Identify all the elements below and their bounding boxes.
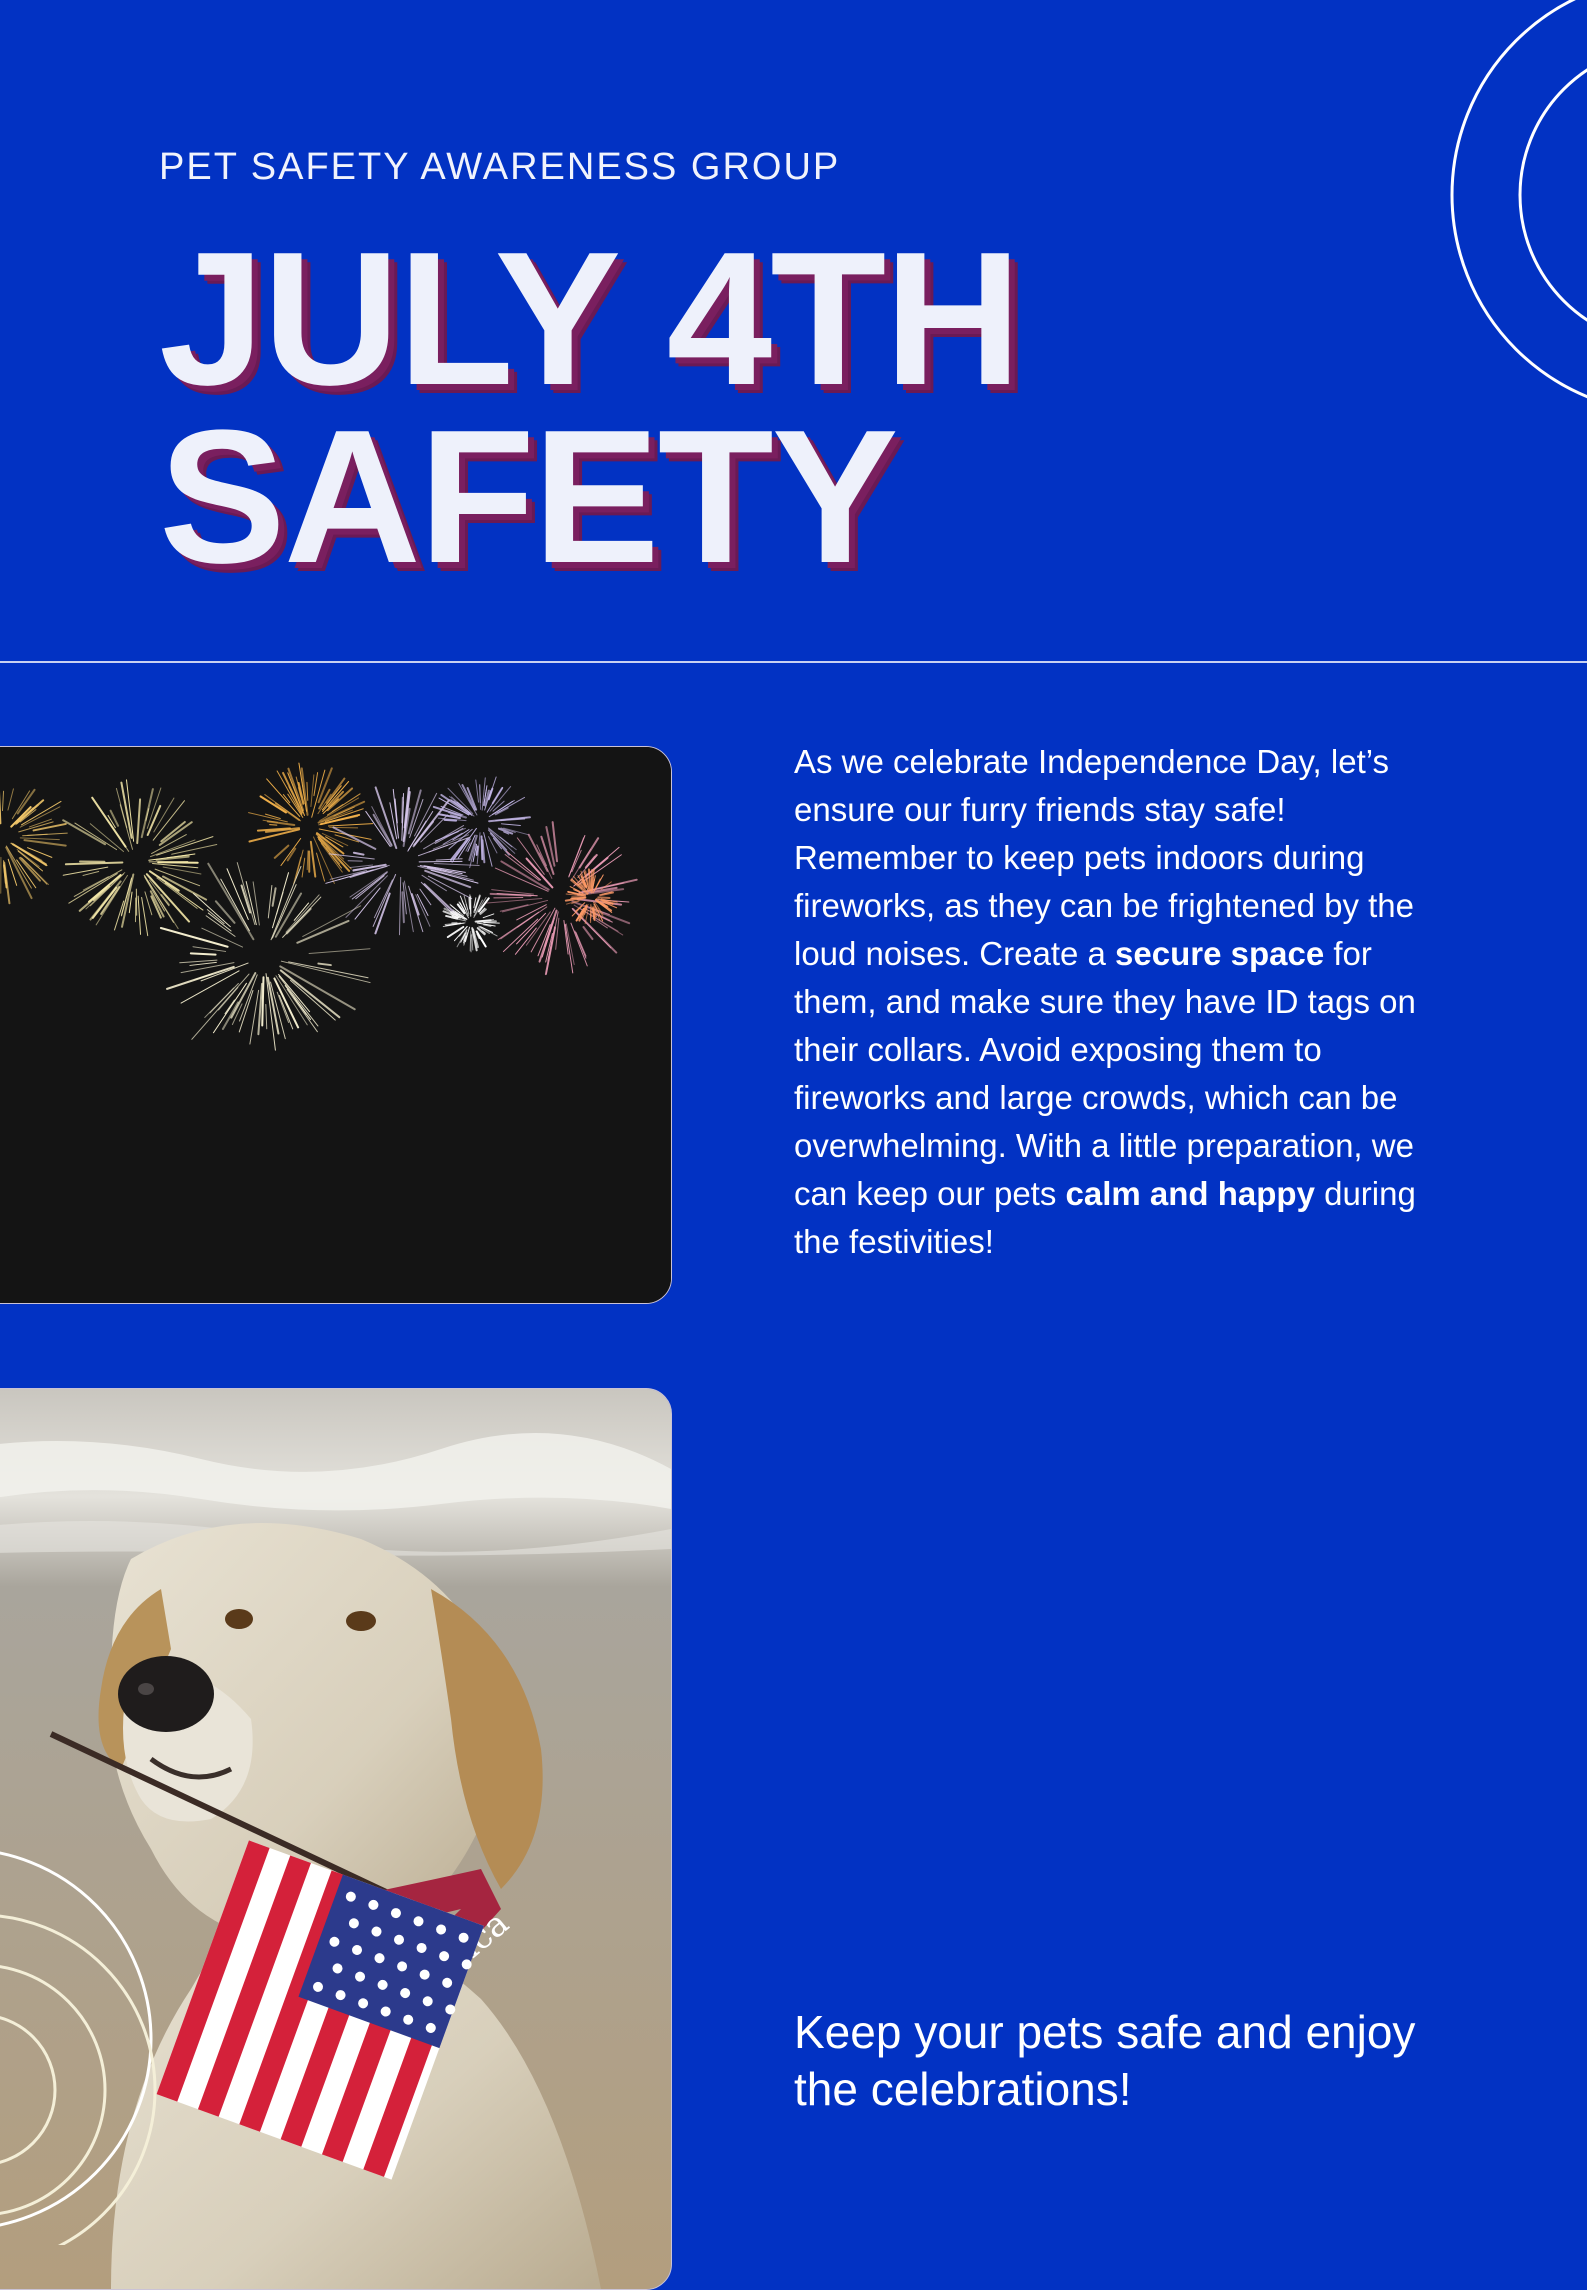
firework-spark	[482, 836, 483, 859]
body-paragraph	[794, 738, 1454, 1266]
firework-spark	[477, 846, 478, 854]
firework-spark	[484, 922, 500, 923]
fireworks-illustration	[0, 747, 671, 1303]
decorative-arcs-bottom	[0, 1830, 200, 2245]
divider	[0, 661, 1587, 663]
body-text-1: As we celebrate Independence Day, let’s ensure our furry friends stay safe! Remember to keep pets indoors during fireworks, as they can be frightened by the loud noises. Create a	[794, 743, 1414, 972]
firework-spark	[470, 932, 471, 951]
body-text-3: during the festivities!	[794, 1175, 1416, 1260]
closing-message: Keep your pets safe and enjoy the celebrations!	[794, 2004, 1434, 2118]
body-bold-secure-space: secure space	[1115, 935, 1324, 972]
firework-spark	[262, 977, 263, 1025]
decorative-arcs-top	[1440, 0, 1587, 420]
firework-spark	[479, 921, 496, 922]
firework-spark	[572, 898, 580, 899]
page-title	[159, 230, 1020, 586]
body-bold-calm-happy: calm and happy	[1066, 1175, 1315, 1212]
fireworks-photo	[0, 746, 672, 1304]
body-text-2: for them, and make sure they have ID tags on their collars. Avoid exposing them to fireworks and large crowds, which can be overwhelming. With a little preparation, we can keep our pets	[794, 935, 1416, 1212]
title-line-1: JULY 4TH	[159, 230, 1020, 408]
title-line-2: SAFETY	[159, 408, 1020, 586]
organization-name: PET SAFETY AWARENESS GROUP	[159, 146, 840, 189]
firework-spark	[598, 897, 609, 898]
firework-spark	[191, 953, 216, 954]
